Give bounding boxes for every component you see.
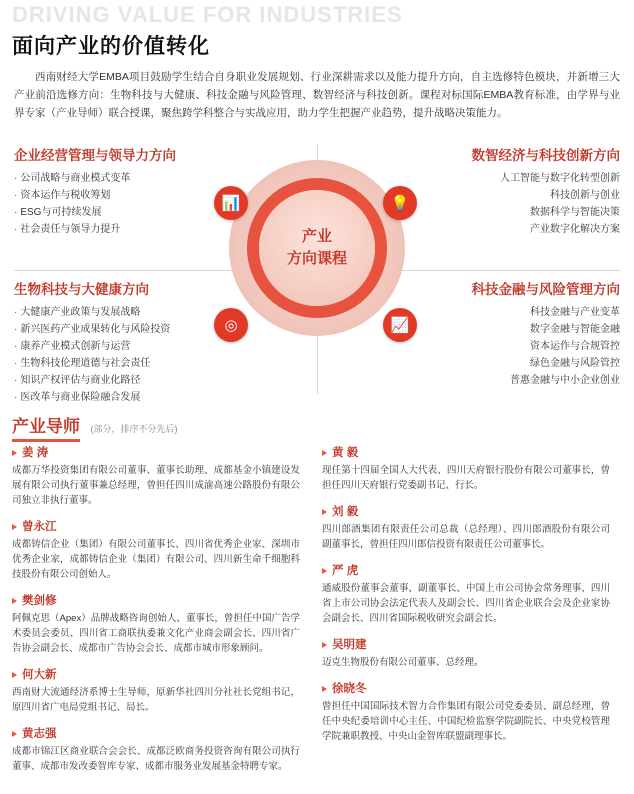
list-item: · 康养产业模式创新与运营 [14,338,308,355]
list-item: · 公司战略与商业模式变革 [14,170,308,187]
mentor-bio: 曾担任中国国际技术智力合作集团有限公司党委委员、副总经理，曾任中央纪委培训中心主任、中国纪检监察学院副院长、中央党校管理学院兼职教授、中央山金智库联盟副理事长。 [322,701,610,742]
mentor-name-row [12,725,300,741]
center-label-line2: 方向课程 [286,250,347,267]
page-title-chinese: 面向产业的价值转化 [12,35,210,58]
mentor-bio: 西南财大流通经济系博士生导师，原新华社四川分社社长党组书记，原四川省广电局党组书记、局长。 [12,687,300,713]
mentor-name: 姜 涛 [22,447,49,459]
quadrant-title: 数智经济与科技创新方向 [471,148,620,163]
triangle-bullet-icon [12,731,17,737]
mentor-entry [12,592,300,656]
mentor-entry [322,444,610,493]
mentor-name-row [322,680,610,696]
triangle-bullet-icon [12,672,17,678]
mentors-section-note: (部分，排序不分先后) [90,424,178,434]
mentor-bio: 现任第十四届全国人大代表、四川天府银行股份有限公司董事长，曾担任四川天府银行党委副书记、行长。 [322,465,610,491]
mentor-bio: 成都铸信企业（集团）有限公司董事长、四川省优秀企业家、深圳市优秀企业家，成都铸信企业（集团）有限公司、四川新生命千细胞科技股份有限公司创始人。 [12,539,300,580]
triangle-bullet-icon [322,509,327,515]
mentor-name: 黄志强 [22,728,57,740]
mentor-entry [12,518,300,582]
mentor-name: 黄 毅 [332,447,359,459]
mentor-bio: 成都市锦江区商业联合会会长、成都泛欧商务投资咨询有限公司执行董事、成都市发改委智库专家、成都市服务业发展基金特聘专家。 [12,746,300,772]
mentor-entry [322,503,610,552]
list-item: 科技创新与创业 [550,190,620,201]
triangle-bullet-icon [12,598,17,604]
target-icon: ◎ [214,308,248,342]
center-circle-graphic [207,148,427,388]
mentor-bio: 迈克生物股份有限公司董事、总经理。 [322,657,484,668]
mentor-name: 徐晓冬 [332,683,367,695]
mentor-name-row [12,444,300,460]
mentors-section-header [12,412,177,442]
list-item: 人工智能与数字化转型创新 [500,173,620,184]
quadrant-title: 生物科技与大健康方向 [14,282,149,297]
mentor-name-row [12,666,300,682]
list-item: · 医改革与商业保险融合发展 [14,389,308,406]
triangle-bullet-icon [322,642,327,648]
mentor-name-row [12,592,300,608]
mentors-left-column [12,444,300,784]
intro-paragraph: 西南财经大学EMBA项目鼓励学生结合自身职业发展规划、行业深耕需求以及能力提升方向，自主选修特色模块，并新增三大产业前沿选修方向：生物科技与大健康、科技金融与风险管理、数智经济与科技创新。课程对标国际EMBA教育标准，由学界与业界专家（产业导师）联合授课，聚焦跨学科整合与实战应用，助力学生把握产业趋势，提升战略决策能力。 [14,71,620,119]
triangle-bullet-icon [12,524,17,530]
mentor-name-row [322,444,610,460]
mentor-entry [322,636,610,670]
mentor-bio: 成都万华投资集团有限公司董事、董事长助理、成都基金小镇建设发展有限公司执行董事兼总经理，曾担任四川成渝高速公路股份有限公司独立非执行董事。 [12,465,300,506]
mentors-section-title: 产业导师 [12,412,80,442]
mentor-name-row [322,562,610,578]
mentor-entry [322,680,610,744]
lightbulb-icon: 💡 [383,186,417,220]
list-item: 资本运作与合规管控 [530,341,620,352]
ring-inner [259,190,375,306]
mentor-name-row [12,518,300,534]
mentor-name-row [322,636,610,652]
presentation-chart-icon: 📊 [214,186,248,220]
list-item: · 资本运作与税收筹划 [14,187,308,204]
triangle-bullet-icon [12,450,17,456]
list-item: · ESG与可持续发展 [14,204,308,221]
list-item: · 新兴医药产业成果转化与风险投资 [14,321,308,338]
mentor-name-row [322,503,610,519]
mentor-name: 刘 毅 [332,506,359,518]
list-item: · 生物科技伦理道德与社会责任 [14,355,308,372]
mentor-name: 曾永江 [22,521,57,533]
list-item: · 大健康产业政策与发展战略 [14,304,308,321]
mentor-entry [12,666,300,715]
center-label-line1: 产业 [301,228,332,245]
mentor-entry [12,725,300,774]
quadrant-title: 企业经营管理与领导力方向 [14,148,176,163]
mentors-right-column [322,444,610,754]
triangle-bullet-icon [322,450,327,456]
mentor-bio: 阿佩克思（Apex）品牌战略咨询创始人、董事长，曾担任中国广告学术委员会委员、四川省工商联执委兼文化产业商会副会长、四川省广告协会副会长、成都市广告协会会长、成都市城市形象顾问。 [12,613,300,654]
page-title-english: DRIVING VALUE FOR INDUSTRIES [12,2,403,27]
mentor-name: 樊剑修 [22,595,57,607]
quadrant-title: 科技金融与风险管理方向 [471,282,620,297]
industry-direction-diagram [10,138,624,403]
list-item: 数字金融与智能金融 [530,324,620,335]
mentor-name: 何大新 [22,669,57,681]
list-item: · 知识产权评估与商业化路径 [14,372,308,389]
list-item: 普惠金融与中小企业创业 [510,375,620,386]
mentor-name: 吴明建 [332,639,367,651]
triangle-bullet-icon [322,568,327,574]
mentor-entry [12,444,300,508]
list-item: 科技金融与产业变革 [530,307,620,318]
list-item: 产业数字化解决方案 [530,224,620,235]
list-item: 绿色金融与风险管控 [530,358,620,369]
mentor-bio: 通威股份董事会董事、副董事长、中国上市公司协会常务理事、四川省上市公司协会法定代表人及副会长、四川省企业联合会及企业家协会副会长、四川省国际税收研究会副会长。 [322,583,610,624]
triangle-bullet-icon [322,686,327,692]
list-item: · 社会责任与领导力提升 [14,221,308,238]
mentor-name: 严 虎 [332,565,359,577]
mentor-bio: 四川郎酒集团有限责任公司总裁（总经理）、四川郎酒股份有限公司副董事长，曾担任四川郎信投资有限责任公司董事长。 [322,524,610,550]
mentor-entry [322,562,610,626]
list-item: 数据科学与智能决策 [530,207,620,218]
bar-chart-icon: 📈 [383,308,417,342]
